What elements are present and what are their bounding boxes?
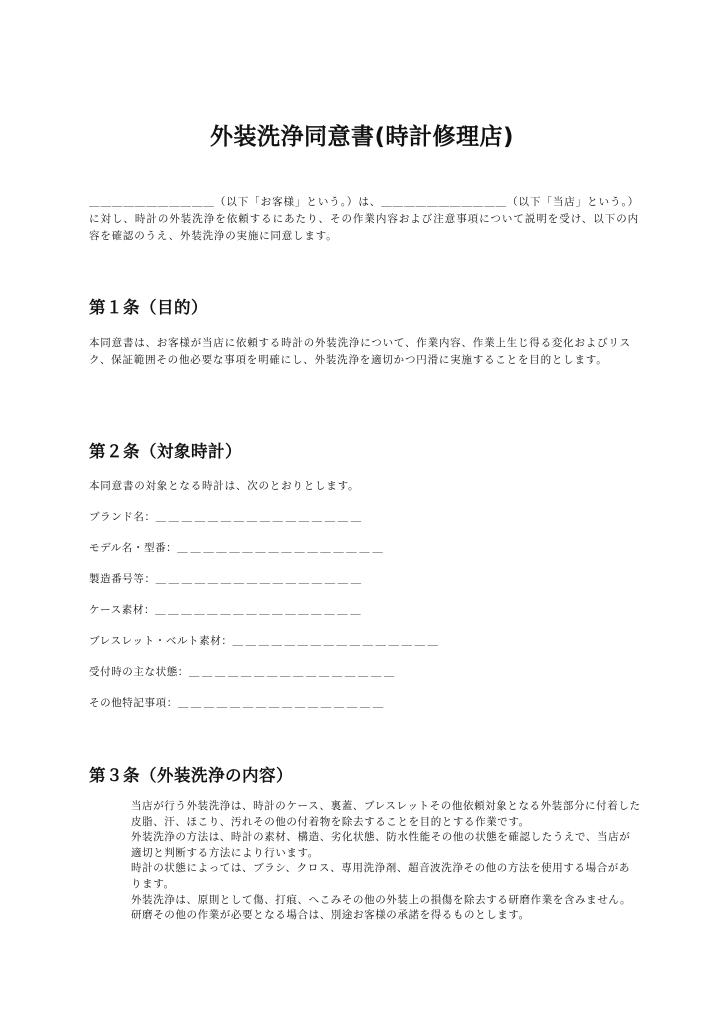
article-3-item: 時計の状態によっては、ブラシ、クロス、専用洗浄剤、超音波洗浄その他の方法を使用する場合があります。 (131, 862, 630, 890)
article-1-body: 本同意書は、お客様が当店に依頼する時計の外装洗浄について、作業内容、作業上生じ得る変化およびリスク、保証範囲その他必要な事項を明確にし、外装洗浄を適切かつ円滑に実施することを目的とします。 (89, 337, 631, 366)
field-model-label: モデル名・型番： (89, 542, 178, 554)
document-title: 外装洗浄同意書(時計修理店) (209, 124, 515, 150)
field-band-material-label: ブレスレット・ベルト素材： (89, 635, 233, 647)
field-condition (89, 665, 397, 679)
field-other-notes-blank[interactable]: ＿＿＿＿＿＿＿＿＿＿＿＿＿＿＿＿ (177, 697, 386, 709)
field-serial-blank[interactable]: ＿＿＿＿＿＿＿＿＿＿＿＿＿＿＿＿ (155, 573, 364, 585)
article-3-item: 外装洗浄の方法は、時計の素材、構造、劣化状態、防水性能その他の状態を確認したうえで、当店が適切と判断する方法により行います。 (131, 831, 631, 859)
field-brand (89, 510, 364, 524)
field-condition-blank[interactable]: ＿＿＿＿＿＿＿＿＿＿＿＿＿＿＿＿ (188, 666, 397, 678)
field-model-blank[interactable]: ＿＿＿＿＿＿＿＿＿＿＿＿＿＿＿＿ (177, 542, 386, 554)
field-case-material-blank[interactable]: ＿＿＿＿＿＿＿＿＿＿＿＿＿＿＿＿ (155, 604, 364, 616)
article-3-heading: 第３条（外装洗浄の内容） (89, 766, 293, 785)
field-case-material-label: ケース素材： (89, 604, 156, 616)
field-condition-label: 受付時の主な状態： (89, 666, 189, 678)
field-other-notes-label: その他特記事項： (89, 697, 178, 709)
article-1-heading: 第１条（目的） (89, 298, 208, 317)
field-serial (89, 572, 364, 586)
article-3-item: 外装洗浄は、原則として傷、打痕、へこみその他の外装上の損傷を除去する研磨作業を含みません。研磨その他の作業が必要となる場合は、別途お客様の承諾を得るものとします。 (131, 893, 632, 922)
article-2-body: 本同意書の対象となる時計は、次のとおりとします。 (89, 480, 360, 492)
field-band-material (89, 634, 440, 648)
intro-paragraph: ＿＿＿＿＿＿＿＿＿＿＿（以下「お客様」という。）は、＿＿＿＿＿＿＿＿＿＿＿（以下「当店」という。）に対し、時計の外装洗浄を依頼するにあたり、その作業内容および注意事項について説明を受け、以下の内容を確認のうえ、外装洗浄の実施に同意します。 (89, 196, 639, 242)
field-brand-label: ブランド名： (89, 511, 156, 523)
field-model (89, 541, 385, 555)
field-case-material (89, 603, 363, 617)
article-3-list (131, 799, 641, 924)
field-brand-blank[interactable]: ＿＿＿＿＿＿＿＿＿＿＿＿＿＿＿＿ (155, 511, 364, 523)
article-2-heading: 第２条（対象時計） (89, 442, 242, 461)
field-serial-label: 製造番号等： (89, 573, 156, 585)
article-3-item: 当店が行う外装洗浄は、時計のケース、裏蓋、ブレスレットその他依頼対象となる外装部分に付着した皮脂、汗、ほこり、汚れその他の付着物を除去することを目的とする作業です。 (131, 800, 641, 828)
field-other-notes (89, 696, 386, 710)
field-band-material-blank[interactable]: ＿＿＿＿＿＿＿＿＿＿＿＿＿＿＿＿ (232, 635, 441, 647)
